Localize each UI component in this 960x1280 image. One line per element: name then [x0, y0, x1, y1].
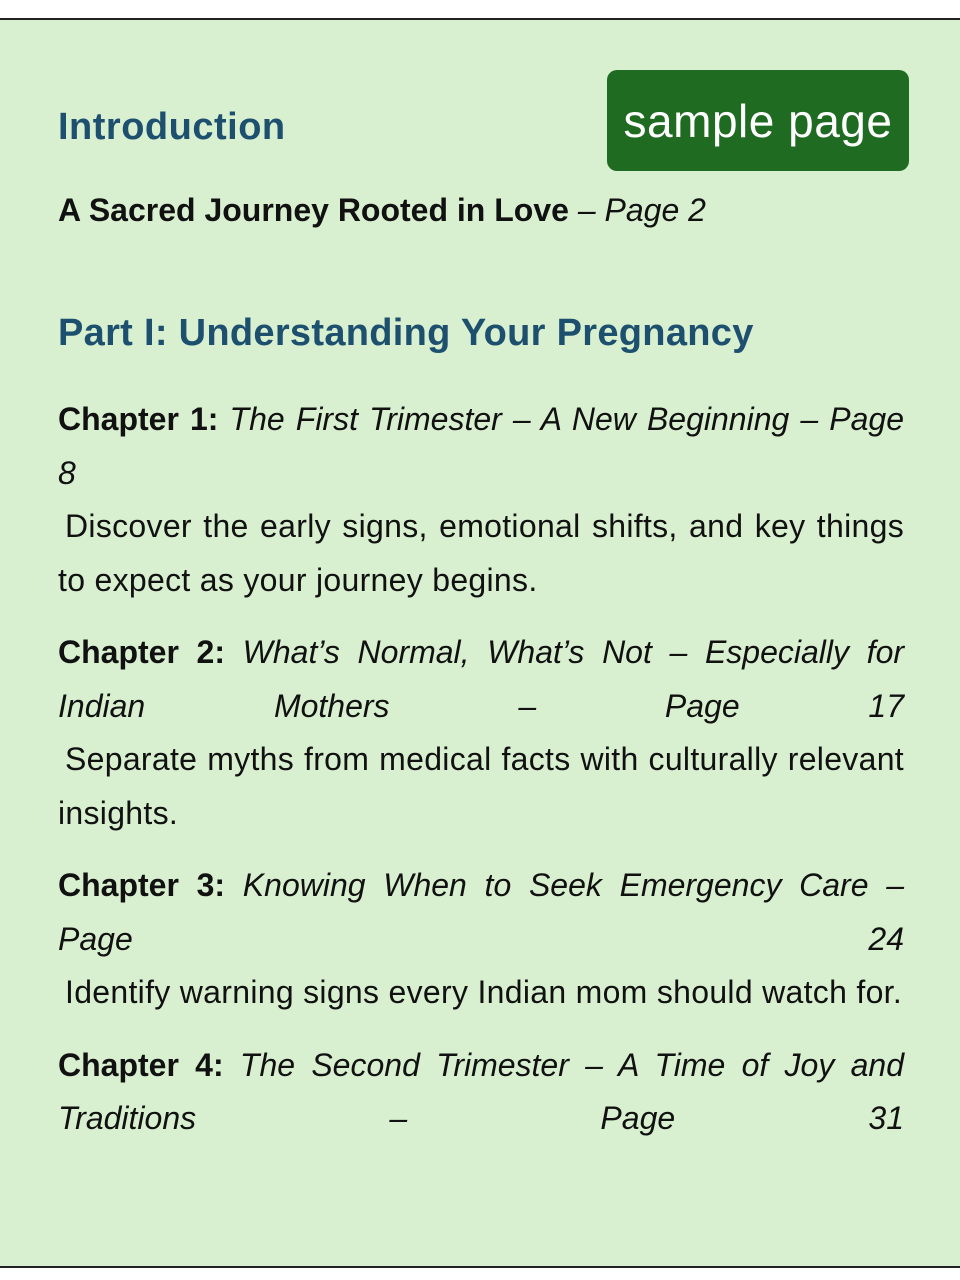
chapter-title-line	[58, 626, 904, 733]
chapter-title: The Second Trimester – A Time of Joy and Traditions – Page 31	[58, 1046, 905, 1136]
chapter-entry	[58, 1039, 904, 1146]
chapter-description: Identify warning signs every Indian mom should watch for.	[65, 974, 903, 1010]
chapter-title-line	[58, 1039, 904, 1146]
chapter-label: Chapter 1:	[58, 401, 219, 437]
document-page	[0, 18, 960, 1268]
introduction-entry-page: – Page 2	[577, 192, 706, 228]
sample-page-badge: sample page	[607, 70, 909, 171]
chapter-description: Separate myths from medical facts with culturally relevant insights.	[58, 741, 904, 831]
chapter-entry	[58, 859, 904, 1020]
chapter-list	[58, 393, 904, 1165]
chapter-entry	[58, 393, 904, 607]
chapter-title: Knowing When to Seek Emergency Care – Page 24	[58, 867, 905, 957]
chapter-title-line	[58, 393, 904, 500]
chapter-label: Chapter 3:	[58, 867, 226, 903]
part-heading: Part I: Understanding Your Pregnancy	[58, 312, 754, 354]
chapter-title: The First Trimester – A New Beginning – Page 8	[58, 401, 905, 491]
chapter-description: Discover the early signs, emotional shifts, and key things to expect as your journey begins.	[58, 508, 904, 598]
introduction-entry	[58, 190, 706, 230]
chapter-label: Chapter 4:	[58, 1046, 224, 1083]
chapter-title: What’s Normal, What’s Not – Especially for Indian Mothers – Page 17	[58, 634, 905, 724]
chapter-title-line	[58, 859, 904, 966]
introduction-heading: Introduction	[58, 106, 286, 148]
chapter-entry	[58, 626, 904, 840]
chapter-label: Chapter 2:	[58, 634, 226, 670]
introduction-entry-title: A Sacred Journey Rooted in Love	[58, 192, 569, 228]
